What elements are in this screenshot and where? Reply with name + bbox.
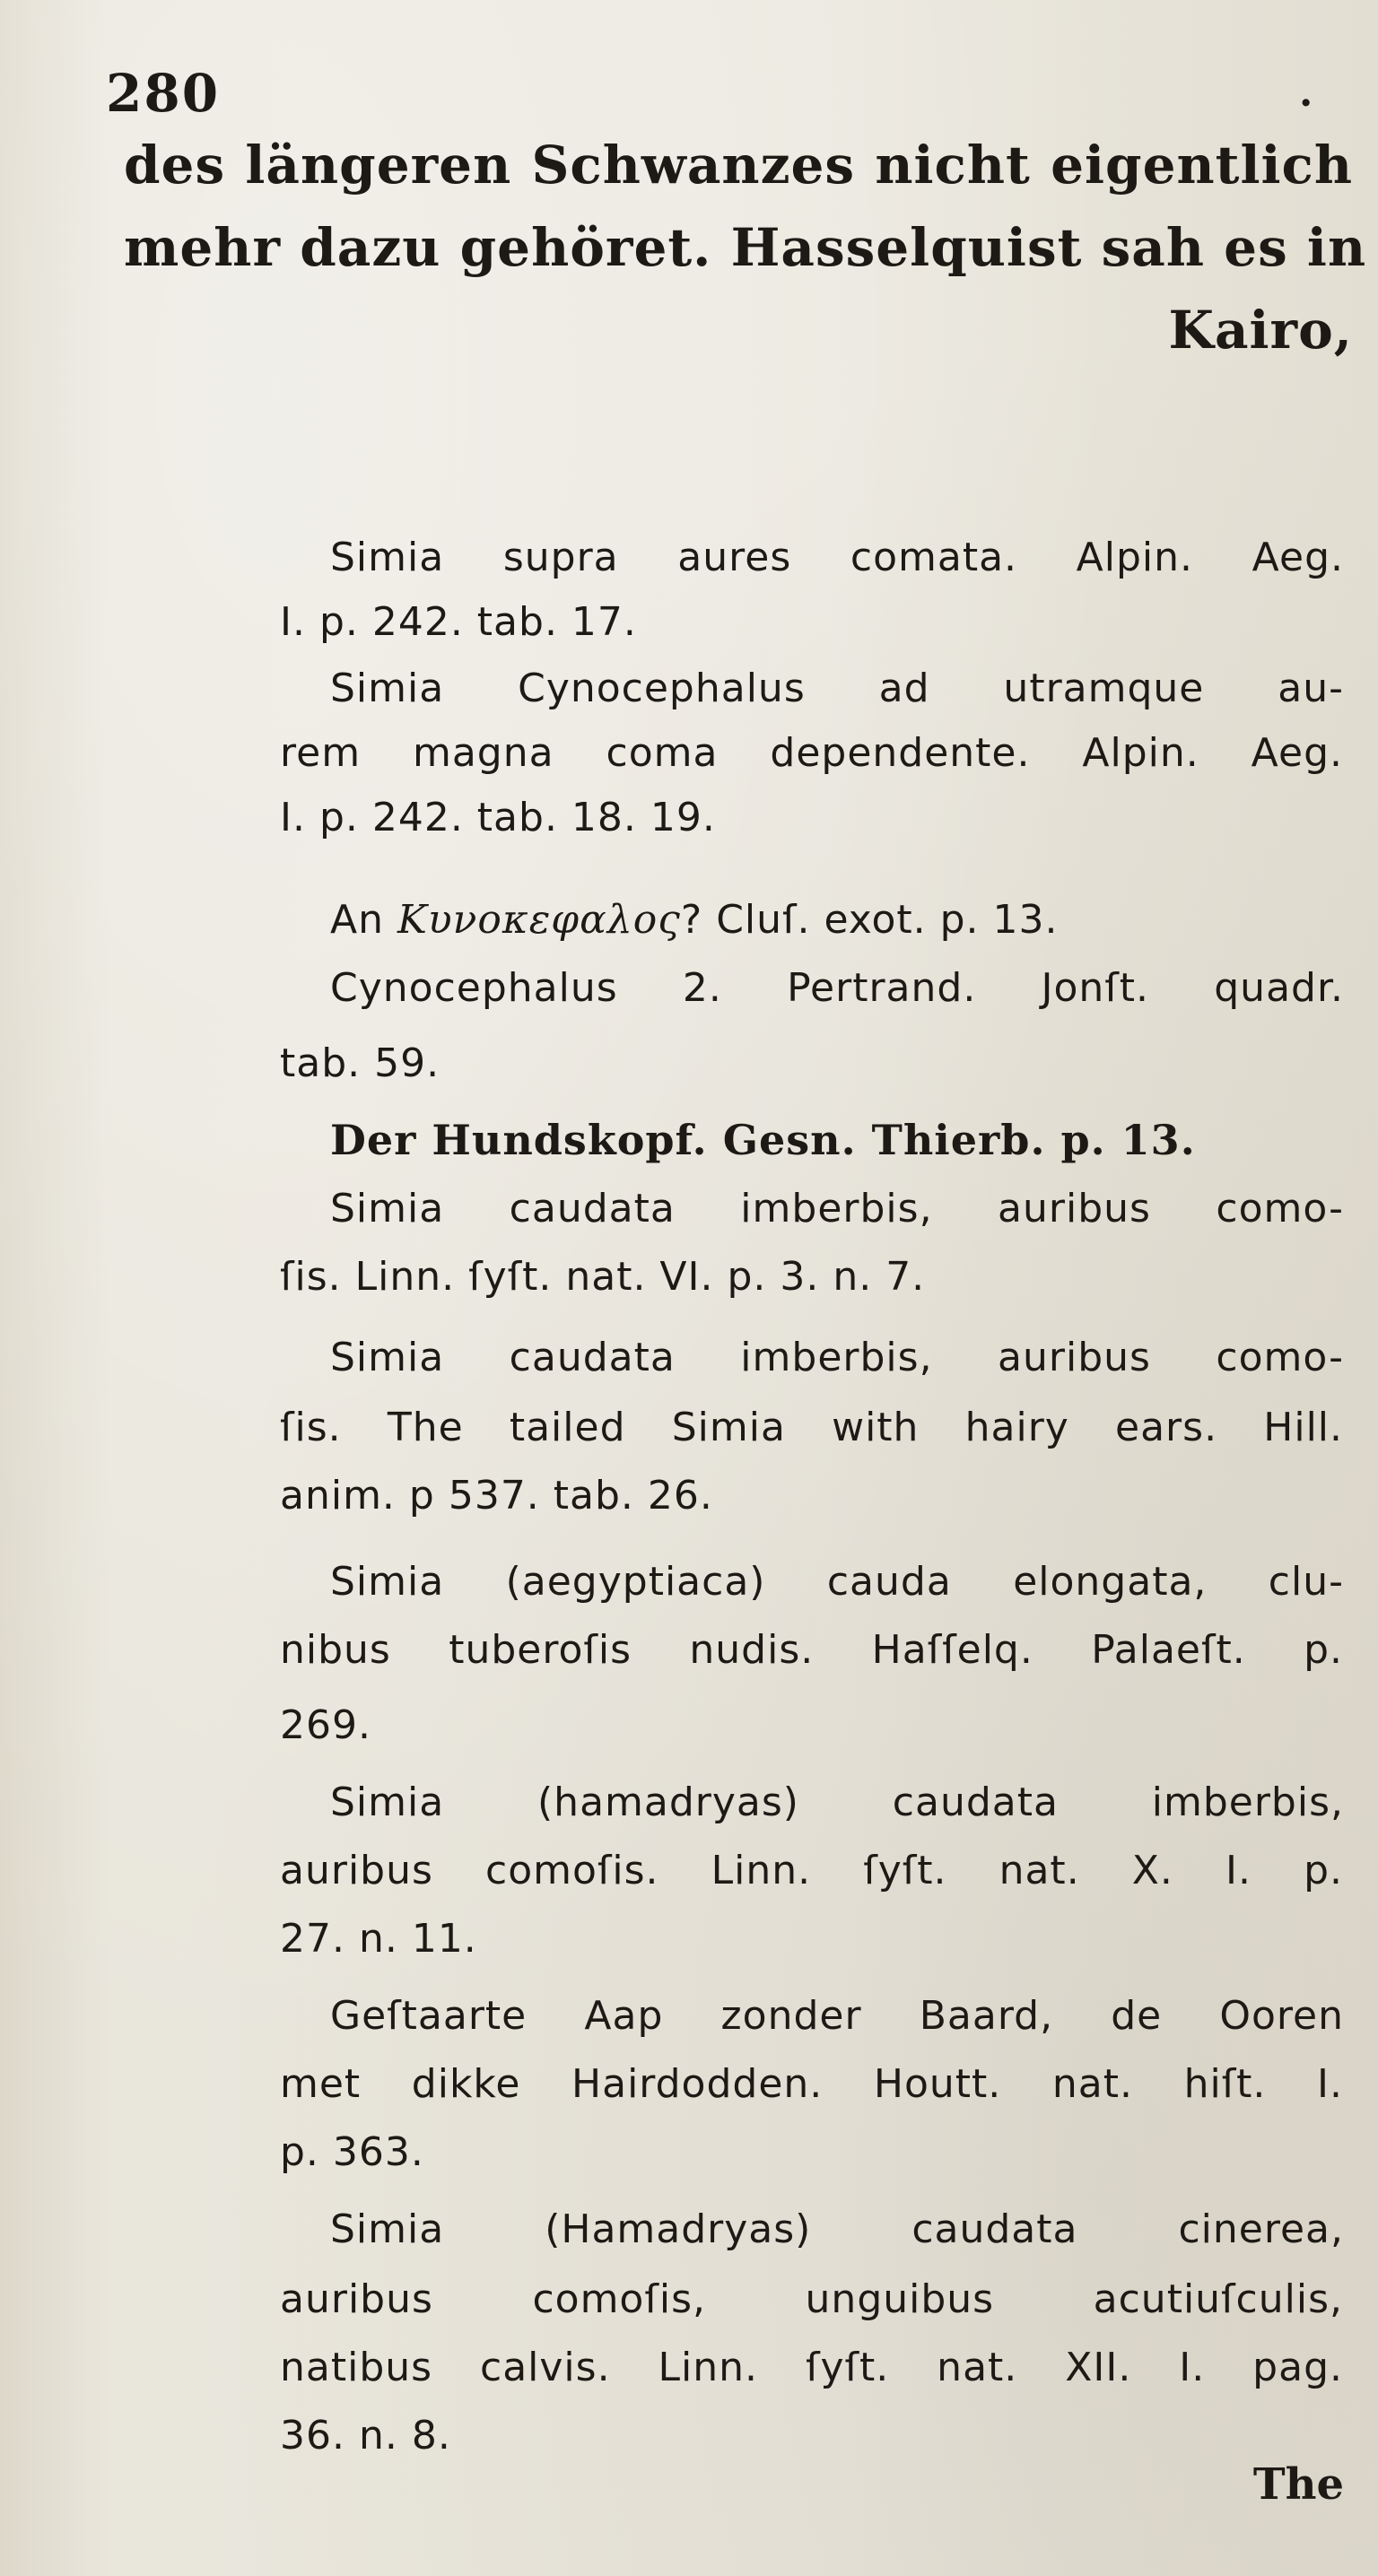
citation-10-line-1: Geſtaarte Aap zonder Baard, de Ooren — [330, 1993, 1344, 2039]
citation-1-line-2: I. p. 242. tab. 17. — [280, 599, 637, 645]
citation-10-line-3: p. 363. — [280, 2129, 424, 2175]
citation-11-line-4: 36. n. 8. — [280, 2413, 451, 2459]
citation-11-line-1: Simia (Hamadryas) caudata cinerea, — [330, 2206, 1344, 2252]
citation-4-line-2: tab. 59. — [280, 1040, 440, 1086]
citation-8-line-3: 269. — [280, 1702, 371, 1748]
citation-3-post: ? Cluſ. exot. p. 13. — [680, 897, 1059, 943]
citation-2-line-1: Simia Cynocephalus ad utramque au- — [330, 666, 1344, 711]
citation-7-line-2: ſis. The tailed Simia with hairy ears. Hill. — [280, 1405, 1343, 1450]
citation-6-line-2: ſis. Linn. ſyſt. nat. VI. p. 3. n. 7. — [280, 1254, 926, 1300]
citation-2-line-3: I. p. 242. tab. 18. 19. — [280, 795, 716, 840]
top-mark: . — [1299, 70, 1313, 116]
catchword: The — [1252, 2459, 1344, 2510]
citation-9-line-3: 27. n. 11. — [280, 1916, 477, 1962]
citation-7-line-3: anim. p 537. tab. 26. — [280, 1473, 713, 1519]
citation-5-line-1: Der Hundskopf. Gesn. Thierb. p. 13. — [330, 1116, 1196, 1164]
citation-11-line-2: auribus comoſis, unguibus acutiuſculis, — [280, 2276, 1343, 2322]
citation-6-line-1: Simia caudata imberbis, auribus como- — [330, 1186, 1344, 1231]
citation-3-line-1 — [330, 897, 1344, 943]
citation-10-line-2: met dikke Hairdodden. Houtt. nat. hiſt. I. — [280, 2061, 1343, 2107]
citation-4-line-1: Cynocephalus 2. Pertrand. Jonſt. quadr. — [330, 965, 1344, 1011]
citation-9-line-2: auribus comoſis. Linn. ſyſt. nat. X. I. p. — [280, 1848, 1343, 1893]
citation-8-line-1: Simia (aegyptiaca) cauda elongata, clu- — [330, 1559, 1344, 1605]
citation-2-line-2: rem magna coma dependente. Alpin. Aeg. — [280, 730, 1343, 776]
page-number: 280 — [106, 63, 221, 124]
citation-8-line-2: nibus tuberoſis nudis. Haſſelq. Palaeſt. p. — [280, 1627, 1343, 1673]
citation-3-pre: An — [330, 897, 397, 943]
fraktur-line-2: mehr dazu gehöret. Hasselquist sah es in — [124, 217, 1367, 278]
citation-9-line-1: Simia (hamadryas) caudata imberbis, — [330, 1780, 1344, 1825]
fraktur-line-3: Kairo, — [1168, 300, 1353, 361]
citation-7-line-1: Simia caudata imberbis, auribus como- — [330, 1335, 1344, 1380]
citation-1-line-1: Simia supra aures comata. Alpin. Aeg. — [330, 535, 1344, 580]
greek-word: Κυνοκεφαλος — [397, 897, 681, 943]
citation-11-line-3: natibus calvis. Linn. ſyſt. nat. XII. I. pag. — [280, 2345, 1343, 2390]
fraktur-line-1: des längeren Schwanzes nicht eigentlich — [124, 135, 1353, 196]
